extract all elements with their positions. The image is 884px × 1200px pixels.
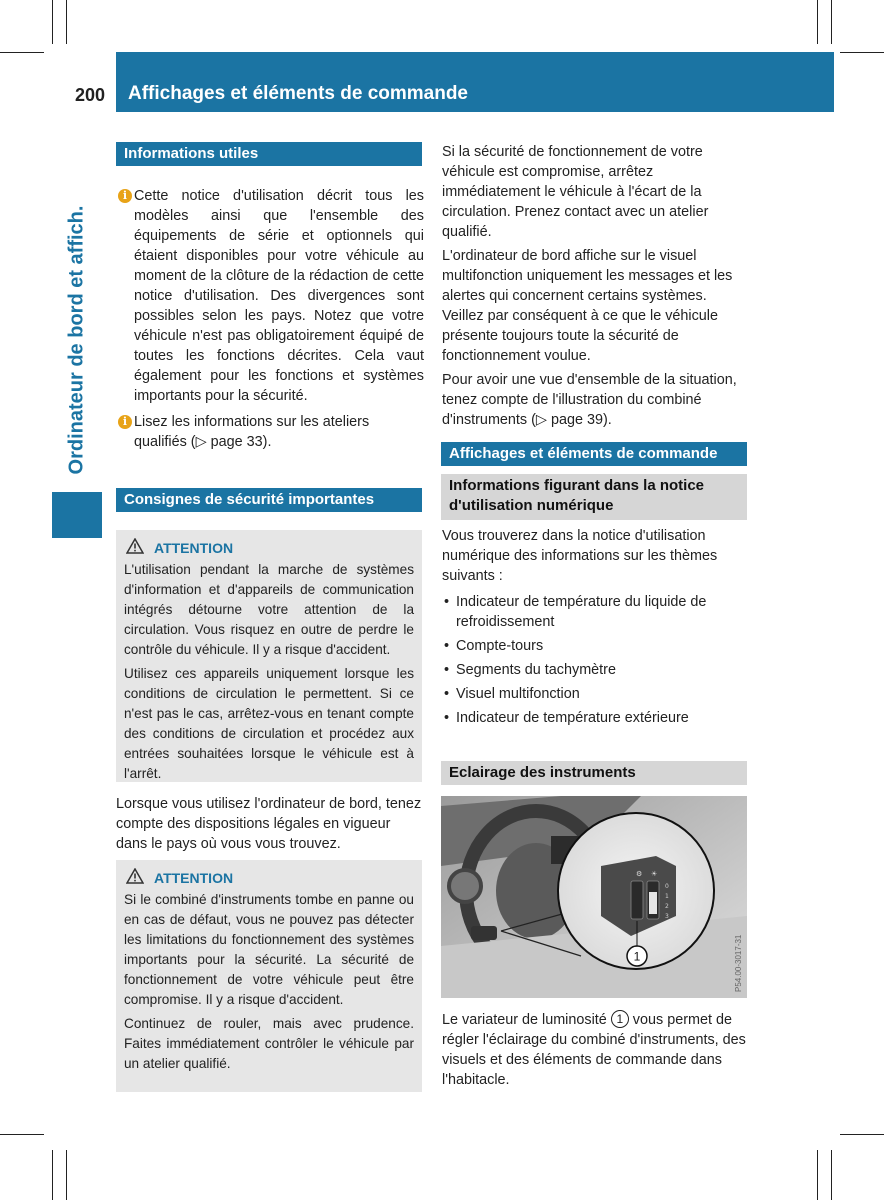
section-heading-info: Informations utiles <box>116 142 422 166</box>
warning-text: Si le combiné d'instruments tombe en panne ou en cas de défaut, vous ne pouvez pas détecter les limitations du fonctionnement des systèmes importants pour la sécurité. La sécurité de fonctionnement de votre véhicule peut être compromise. Il y a risque d'accident. <box>124 892 414 1007</box>
crop-mark <box>0 1134 44 1135</box>
svg-text:3: 3 <box>665 913 669 920</box>
list-item: • Visuel multifonction <box>442 684 748 704</box>
crop-mark <box>831 1150 832 1200</box>
sub-heading-lighting: Eclairage des instruments <box>441 761 747 785</box>
crop-mark <box>840 1134 884 1135</box>
list-item: • Compte-tours <box>442 636 748 656</box>
callout-number-icon: 1 <box>611 1010 629 1028</box>
caption-text: Le variateur de luminosité <box>442 1012 607 1028</box>
figure-code: P54.00-3017-31 <box>734 934 743 992</box>
svg-text:2: 2 <box>665 903 669 910</box>
body-paragraph: L'ordinateur de bord affiche sur le visuel multifonction uniquement les messages et les alertes qui concernent certains systèmes. Veillez par conséquent à ce que le véhicule présente toujours toute la sécurité de fonctionnement voulue. <box>442 248 733 364</box>
warning-text: Continuez de rouler, mais avec prudence. Faites immédiatement contrôler le véhicule par un atelier qualifié. <box>124 1016 414 1071</box>
crop-mark <box>52 1150 53 1200</box>
section-heading-displays: Affichages et éléments de commande <box>441 442 747 466</box>
right-intro <box>442 142 748 434</box>
body-paragraph: Lorsque vous utilisez l'ordinateur de bord, tenez compte des dispositions légales en vigueur dans le pays où vous vous trouvez. <box>116 796 422 852</box>
svg-text:1: 1 <box>665 893 669 900</box>
crop-mark <box>831 0 832 44</box>
svg-text:☀: ☀ <box>651 870 658 878</box>
list-item: • Segments du tachymètre <box>442 660 748 680</box>
side-tab-label: Ordinateur de bord et affich. <box>65 205 88 475</box>
caption-text: vous permet de régler l'éclairage du combiné d'instruments, des visuels et des éléments de commande dans l'habitacle. <box>442 1012 746 1088</box>
warning-title: ATTENTION <box>154 870 234 886</box>
info-note-1 <box>118 186 424 406</box>
side-tab-marker <box>52 492 102 538</box>
section-heading-safety: Consignes de sécurité importantes <box>116 488 422 512</box>
crop-mark <box>52 0 53 44</box>
info-text-2: Lisez les informations sur les ateliers qualifiés (▷ page 33). <box>134 414 370 450</box>
figure-caption <box>442 1010 748 1090</box>
warning-triangle-icon <box>126 538 144 554</box>
svg-text:⚙: ⚙ <box>636 870 643 878</box>
crop-mark <box>817 1150 818 1200</box>
body-paragraph: Pour avoir une vue d'ensemble de la situation, tenez compte de l'illustration du combiné d'instruments (▷ page 39). <box>442 372 737 428</box>
topics-list <box>442 592 748 732</box>
body-paragraph: Si la sécurité de fonctionnement de votre véhicule est compromise, arrêtez immédiatement le véhicule à l'écart de la circulation. Prenez contact avec un atelier qualifié. <box>442 144 709 240</box>
crop-mark <box>66 1150 67 1200</box>
page-title: Affichages et éléments de commande <box>128 83 468 104</box>
info-icon: i <box>118 189 132 203</box>
svg-text:0: 0 <box>665 883 669 890</box>
list-item: • Indicateur de température extérieure <box>442 708 748 728</box>
dashboard-photo <box>441 796 747 998</box>
warning-title: ATTENTION <box>154 540 234 556</box>
info-text-1: Cette notice d'utilisation décrit tous les modèles ainsi que l'ensemble des équipements de série et optionnels qui étaient disponibles pour votre véhicule au moment de la clôture de la rédaction de cette notice d'utilisation. Des divergences sont possibles selon les pays. Notez que votre véhicule n'est pas obligatoirement équipé de toutes les fonctions décrites. Cela vaut également pour les fonctions et systèmes importants pour la sécurité. <box>134 188 424 404</box>
figure-callout: 1 <box>633 949 641 964</box>
crop-mark <box>66 0 67 44</box>
crop-mark <box>817 0 818 44</box>
warning-triangle-icon <box>126 868 144 884</box>
digital-intro: Vous trouverez dans la notice d'utilisation numérique des informations sur les thèmes suivants : <box>442 528 718 584</box>
warning-box-1 <box>116 530 422 782</box>
warning-box-2 <box>116 860 422 1092</box>
page-number: 200 <box>75 85 106 105</box>
warning-text: Utilisez ces appareils uniquement lorsque les conditions de circulation le permettent. Si ce n'est pas le cas, arrêtez-vous en tenant compte des conditions de circulation et procédez aux entrées souhaitées lorsque le véhicule est à l'arrêt. <box>124 666 414 781</box>
sub-heading-digital: Informations figurant dans la notice d'utilisation numérique <box>441 474 747 520</box>
info-icon: i <box>118 415 132 429</box>
list-item: • Indicateur de température du liquide de refroidissement <box>442 592 748 632</box>
crop-mark <box>0 52 44 53</box>
dashboard-illustration <box>441 796 747 998</box>
info-note-2 <box>118 412 424 452</box>
warning-text: L'utilisation pendant la marche de systèmes d'information et d'appareils de communication intégrés détourne votre attention de la circulation. Vous risquez en outre de perdre le contrôle du véhicule. Il y a risque d'accident. <box>124 562 414 657</box>
crop-mark <box>840 52 884 53</box>
